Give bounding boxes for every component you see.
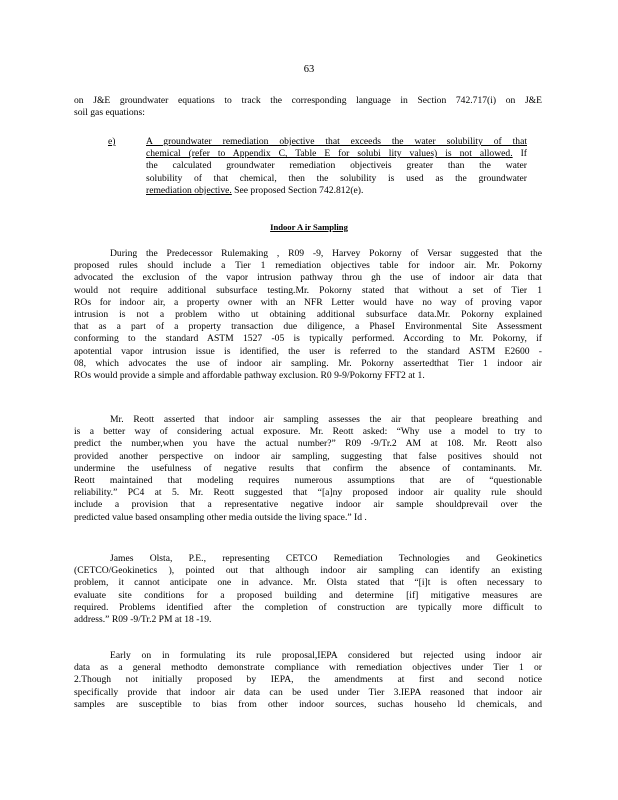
paragraph-1 [74, 248, 542, 382]
text-line: 08, which advocates the use of indoor air sampling. Mr. Pokorny assertedthat Tier 1 indoor air [74, 357, 542, 369]
text-line: reliability.” PC4 at 5. Mr. Reott suggested that “[a]ny proposed indoor air quality rule should [74, 487, 542, 499]
text-line: ROs for indoor air, a property owner with an NFR Letter would have no way of proving vapor [74, 296, 542, 308]
text-line: samples are susceptible to bias from other indoor sources, suchas househo ld chemicals, and [74, 698, 542, 710]
text-line: evaluate site conditions for a proposed building and determine [if] mitigative measures are [74, 589, 542, 601]
text-line: conforming to the standard ASTM 1527 -05 is typically performed. According to Mr. Pokorny, if [74, 333, 542, 345]
intro-paragraph [74, 95, 542, 119]
item-e-text [146, 136, 527, 197]
text-line: undermine the usefulness of negative results that confirm the absence of contaminants. Mr. [74, 462, 542, 474]
page-number: 63 [303, 64, 315, 75]
text-line: During the Predecessor Rulemaking , R09 -9, Harvey Pokorny of Versar suggested that the [110, 248, 542, 259]
text-line: advocated the exclusion of the vapor intrusion pathway throu gh the use of indoor air data that [74, 272, 542, 284]
text-line: the calculated groundwater remediation objectiveis greater than the water [146, 160, 527, 172]
text-line: solubility of that chemical, then the solubility is used as the groundwater [146, 172, 527, 184]
text-line: Early on in formulating its rule proposal,IEPA considered but rejected using indoor air [110, 650, 542, 661]
text-line: on J&E groundwater equations to track the corresponding language in Section 742.717(i) on J&E [74, 95, 542, 106]
text-line: remediation objective. See proposed Section 742.812(e). [146, 184, 364, 196]
text-line: Reott maintained that modeling requires numerous assumptions that are of “questionable [74, 474, 542, 486]
text-line: ROs would provide a simple and affordable pathway exclusion. R0 9-9/Pokorny FFT2 at 1. [74, 369, 425, 381]
text-line: (CETCO/Geokinetics ), pointed out that although indoor air sampling can identify an existing [74, 565, 542, 577]
text-line: would not require additional subsurface testing.Mr. Pokorny stated that without a set of Tier 1 [74, 284, 542, 296]
text-line: that as a part of a property transaction due diligence, a PhaseI Environmental Site Assessment [74, 321, 542, 333]
text-line: required. Problems identified after the completion of construction are typically more difficult to [74, 601, 542, 613]
paragraph-3 [74, 553, 542, 626]
text-line: predicted value based onsampling other media outside the living space.” Id . [74, 511, 367, 523]
section-heading: Indoor A ir Sampling [270, 222, 348, 232]
text-line: intrusion is not a problem witho ut obtaining additional subsurface data.Mr. Pokorny explained [74, 308, 542, 320]
text-line: 2.Though not initially proposed by IEPA, the amendments at first and second notice [74, 674, 542, 686]
item-label: e) [108, 136, 116, 147]
text-line: apotential vapor intrusion issue is identified, the user is referred to the standard ASTM E2600 - [74, 345, 542, 357]
paragraph-2 [74, 414, 542, 524]
text-line: include a provision that a representative negative indoor air sample shouldprevail over the [74, 499, 542, 511]
text-line: James Olsta, P.E., representing CETCO Remediation Technologies and Geokinetics [110, 553, 542, 564]
text-line: chemical (refer to Appendix C, Table E for solubi lity values) is not allowed. If [146, 148, 527, 160]
text-line: address.” R09 -9/Tr.2 PM at 18 -19. [74, 613, 212, 625]
text-line: data as a general methodto demonstrate compliance with remediation objectives under Tier 1 or [74, 662, 542, 674]
text-line: problem, it cannot anticipate one in advance. Mr. Olsta stated that “[i]t is often necessary to [74, 577, 542, 589]
text-line: predict the number,when you have the actual number?” R09 -9/Tr.2 AM at 108. Mr. Reott also [74, 438, 542, 450]
paragraph-4 [74, 650, 542, 711]
text-line: specifically provide that indoor air data can be used under Tier 3.IEPA reasoned that indoor air [74, 686, 542, 698]
text-line: A groundwater remediation objective that exceeds the water solubility of that [146, 136, 527, 147]
text-line: proposed rules should include a Tier 1 remediation objectives table for indoor air. Mr. Pokorny [74, 260, 542, 272]
text-line: is a better way of considering actual exposure. Mr. Reott asked: “Why use a model to try to [74, 426, 542, 438]
text-line: soil gas equations: [74, 107, 145, 119]
text-line: Mr. Reott asserted that indoor air sampling assesses the air that peopleare breathing and [110, 414, 542, 425]
text-line: provided another perspective on indoor air sampling, suggesting that false positives should not [74, 450, 542, 462]
